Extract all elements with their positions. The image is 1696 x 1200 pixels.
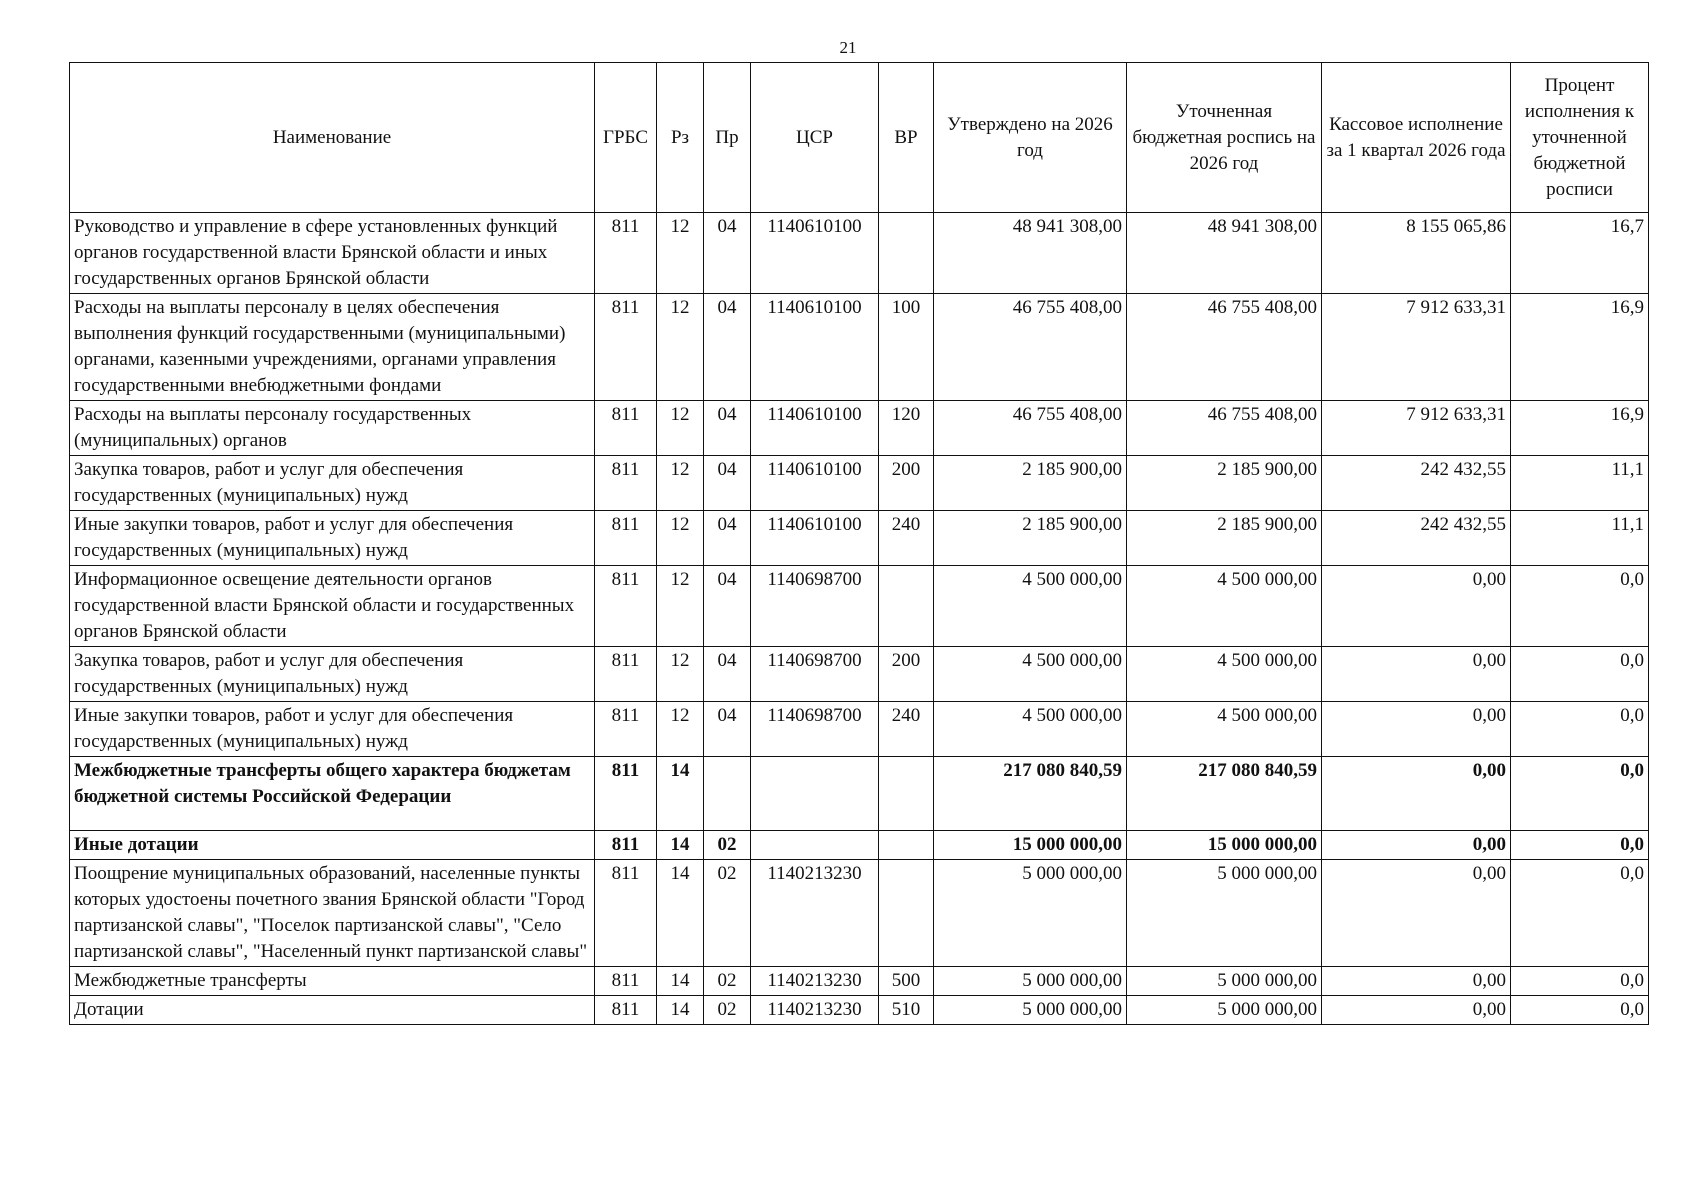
cell-rz: 12 bbox=[657, 702, 704, 757]
cell-grbs: 811 bbox=[595, 647, 657, 702]
cell-refined: 217 080 840,59 bbox=[1127, 757, 1322, 831]
cell-approved: 5 000 000,00 bbox=[934, 996, 1127, 1025]
cell-percent: 11,1 bbox=[1511, 456, 1649, 511]
cell-percent: 0,0 bbox=[1511, 702, 1649, 757]
cell-pr bbox=[704, 757, 751, 831]
cell-pr: 04 bbox=[704, 511, 751, 566]
cell-approved: 217 080 840,59 bbox=[934, 757, 1127, 831]
cell-rz: 12 bbox=[657, 456, 704, 511]
table-row bbox=[70, 294, 1649, 401]
cell-approved: 5 000 000,00 bbox=[934, 860, 1127, 967]
cell-pr: 04 bbox=[704, 702, 751, 757]
cell-refined: 4 500 000,00 bbox=[1127, 647, 1322, 702]
cell-refined: 5 000 000,00 bbox=[1127, 860, 1322, 967]
cell-cash: 7 912 633,31 bbox=[1322, 401, 1511, 456]
cell-rz: 14 bbox=[657, 860, 704, 967]
cell-name: Иные закупки товаров, работ и услуг для обеспечения государственных (муниципальных) нужд bbox=[70, 511, 595, 566]
cell-csr bbox=[751, 831, 879, 860]
cell-grbs: 811 bbox=[595, 294, 657, 401]
cell-vr: 200 bbox=[879, 456, 934, 511]
cell-grbs: 811 bbox=[595, 967, 657, 996]
cell-refined: 4 500 000,00 bbox=[1127, 566, 1322, 647]
cell-refined: 2 185 900,00 bbox=[1127, 456, 1322, 511]
cell-approved: 48 941 308,00 bbox=[934, 213, 1127, 294]
cell-grbs: 811 bbox=[595, 702, 657, 757]
cell-percent: 0,0 bbox=[1511, 647, 1649, 702]
table-row bbox=[70, 702, 1649, 757]
cell-rz: 14 bbox=[657, 967, 704, 996]
cell-name: Информационное освещение деятельности органов государственной власти Брянской области и государственных органов Брянской области bbox=[70, 566, 595, 647]
header-grbs: ГРБС bbox=[595, 63, 657, 213]
cell-approved: 2 185 900,00 bbox=[934, 456, 1127, 511]
header-approved: Утверждено на 2026 год bbox=[934, 63, 1127, 213]
cell-pr: 02 bbox=[704, 967, 751, 996]
table-row bbox=[70, 757, 1649, 831]
cell-cash: 0,00 bbox=[1322, 860, 1511, 967]
table-row bbox=[70, 456, 1649, 511]
cell-name: Расходы на выплаты персоналу в целях обеспечения выполнения функций государственными (муниципальными) органами, казенными учреждениями, органами управления государственными внебюджетными фондами bbox=[70, 294, 595, 401]
header-csr: ЦСР bbox=[751, 63, 879, 213]
cell-pr: 04 bbox=[704, 566, 751, 647]
cell-name: Расходы на выплаты персоналу государственных (муниципальных) органов bbox=[70, 401, 595, 456]
cell-percent: 16,9 bbox=[1511, 294, 1649, 401]
cell-approved: 15 000 000,00 bbox=[934, 831, 1127, 860]
cell-pr: 02 bbox=[704, 860, 751, 967]
cell-vr bbox=[879, 213, 934, 294]
cell-rz: 12 bbox=[657, 511, 704, 566]
cell-csr: 1140610100 bbox=[751, 511, 879, 566]
cell-vr: 120 bbox=[879, 401, 934, 456]
table-row bbox=[70, 860, 1649, 967]
cell-vr: 510 bbox=[879, 996, 934, 1025]
cell-vr: 500 bbox=[879, 967, 934, 996]
cell-vr: 240 bbox=[879, 511, 934, 566]
cell-grbs: 811 bbox=[595, 757, 657, 831]
cell-rz: 14 bbox=[657, 831, 704, 860]
cell-approved: 2 185 900,00 bbox=[934, 511, 1127, 566]
cell-refined: 46 755 408,00 bbox=[1127, 401, 1322, 456]
cell-cash: 242 432,55 bbox=[1322, 456, 1511, 511]
cell-pr: 04 bbox=[704, 213, 751, 294]
cell-approved: 46 755 408,00 bbox=[934, 294, 1127, 401]
cell-grbs: 811 bbox=[595, 511, 657, 566]
cell-approved: 4 500 000,00 bbox=[934, 702, 1127, 757]
budget-table bbox=[69, 62, 1649, 1025]
cell-percent: 0,0 bbox=[1511, 967, 1649, 996]
header-vr: ВР bbox=[879, 63, 934, 213]
cell-cash: 8 155 065,86 bbox=[1322, 213, 1511, 294]
cell-pr: 02 bbox=[704, 831, 751, 860]
cell-refined: 4 500 000,00 bbox=[1127, 702, 1322, 757]
table-row bbox=[70, 213, 1649, 294]
cell-name: Иные закупки товаров, работ и услуг для обеспечения государственных (муниципальных) нужд bbox=[70, 702, 595, 757]
cell-name: Межбюджетные трансферты bbox=[70, 967, 595, 996]
cell-approved: 46 755 408,00 bbox=[934, 401, 1127, 456]
cell-refined: 15 000 000,00 bbox=[1127, 831, 1322, 860]
cell-csr: 1140610100 bbox=[751, 294, 879, 401]
cell-cash: 0,00 bbox=[1322, 757, 1511, 831]
cell-rz: 14 bbox=[657, 996, 704, 1025]
cell-cash: 0,00 bbox=[1322, 831, 1511, 860]
cell-rz: 12 bbox=[657, 401, 704, 456]
cell-approved: 5 000 000,00 bbox=[934, 967, 1127, 996]
cell-grbs: 811 bbox=[595, 213, 657, 294]
table-row bbox=[70, 401, 1649, 456]
cell-name: Руководство и управление в сфере установленных функций органов государственной власти Брянской области и иных государственных органов Брянской области bbox=[70, 213, 595, 294]
cell-name: Межбюджетные трансферты общего характера бюджетам бюджетной системы Российской Федерации bbox=[70, 757, 595, 831]
cell-vr bbox=[879, 860, 934, 967]
cell-csr: 1140610100 bbox=[751, 401, 879, 456]
cell-name: Иные дотации bbox=[70, 831, 595, 860]
table-row bbox=[70, 996, 1649, 1025]
cell-percent: 0,0 bbox=[1511, 996, 1649, 1025]
cell-pr: 04 bbox=[704, 294, 751, 401]
cell-percent: 0,0 bbox=[1511, 860, 1649, 967]
table-row bbox=[70, 566, 1649, 647]
cell-approved: 4 500 000,00 bbox=[934, 566, 1127, 647]
cell-refined: 48 941 308,00 bbox=[1127, 213, 1322, 294]
cell-csr bbox=[751, 757, 879, 831]
cell-csr: 1140698700 bbox=[751, 566, 879, 647]
cell-cash: 0,00 bbox=[1322, 566, 1511, 647]
cell-grbs: 811 bbox=[595, 831, 657, 860]
header-cash: Кассовое исполнение за 1 квартал 2026 года bbox=[1322, 63, 1511, 213]
cell-pr: 02 bbox=[704, 996, 751, 1025]
cell-cash: 0,00 bbox=[1322, 647, 1511, 702]
cell-rz: 12 bbox=[657, 647, 704, 702]
header-percent: Процент исполнения к уточненной бюджетной росписи bbox=[1511, 63, 1649, 213]
cell-refined: 5 000 000,00 bbox=[1127, 967, 1322, 996]
cell-grbs: 811 bbox=[595, 456, 657, 511]
cell-csr: 1140610100 bbox=[751, 213, 879, 294]
cell-rz: 12 bbox=[657, 213, 704, 294]
cell-csr: 1140213230 bbox=[751, 860, 879, 967]
cell-grbs: 811 bbox=[595, 566, 657, 647]
cell-percent: 11,1 bbox=[1511, 511, 1649, 566]
cell-cash: 7 912 633,31 bbox=[1322, 294, 1511, 401]
cell-refined: 2 185 900,00 bbox=[1127, 511, 1322, 566]
cell-refined: 46 755 408,00 bbox=[1127, 294, 1322, 401]
cell-vr bbox=[879, 757, 934, 831]
table-row bbox=[70, 647, 1649, 702]
cell-name: Дотации bbox=[70, 996, 595, 1025]
cell-pr: 04 bbox=[704, 401, 751, 456]
header-name: Наименование bbox=[70, 63, 595, 213]
cell-name: Поощрение муниципальных образований, населенные пункты которых удостоены почетного звания Брянской области "Город партизанской славы", "Поселок партизанской славы", "Село партизанской славы", "Населенный пункт партизанской славы" bbox=[70, 860, 595, 967]
cell-rz: 12 bbox=[657, 566, 704, 647]
cell-percent: 0,0 bbox=[1511, 831, 1649, 860]
page-number: 21 bbox=[839, 38, 857, 57]
cell-csr: 1140610100 bbox=[751, 456, 879, 511]
header-refined: Уточненная бюджетная роспись на 2026 год bbox=[1127, 63, 1322, 213]
cell-cash: 242 432,55 bbox=[1322, 511, 1511, 566]
cell-vr: 200 bbox=[879, 647, 934, 702]
table-row bbox=[70, 511, 1649, 566]
cell-name: Закупка товаров, работ и услуг для обеспечения государственных (муниципальных) нужд bbox=[70, 647, 595, 702]
cell-name: Закупка товаров, работ и услуг для обеспечения государственных (муниципальных) нужд bbox=[70, 456, 595, 511]
cell-csr: 1140213230 bbox=[751, 967, 879, 996]
header-pr: Пр bbox=[704, 63, 751, 213]
cell-vr bbox=[879, 831, 934, 860]
cell-approved: 4 500 000,00 bbox=[934, 647, 1127, 702]
cell-vr: 100 bbox=[879, 294, 934, 401]
table-header-row bbox=[70, 63, 1649, 213]
cell-rz: 14 bbox=[657, 757, 704, 831]
table-row bbox=[70, 831, 1649, 860]
cell-grbs: 811 bbox=[595, 996, 657, 1025]
cell-vr bbox=[879, 566, 934, 647]
header-rz: Рз bbox=[657, 63, 704, 213]
cell-pr: 04 bbox=[704, 647, 751, 702]
cell-cash: 0,00 bbox=[1322, 702, 1511, 757]
cell-percent: 16,9 bbox=[1511, 401, 1649, 456]
cell-cash: 0,00 bbox=[1322, 967, 1511, 996]
cell-csr: 1140698700 bbox=[751, 702, 879, 757]
cell-vr: 240 bbox=[879, 702, 934, 757]
cell-grbs: 811 bbox=[595, 860, 657, 967]
table-row bbox=[70, 967, 1649, 996]
cell-percent: 0,0 bbox=[1511, 757, 1649, 831]
cell-grbs: 811 bbox=[595, 401, 657, 456]
cell-cash: 0,00 bbox=[1322, 996, 1511, 1025]
cell-refined: 5 000 000,00 bbox=[1127, 996, 1322, 1025]
cell-percent: 16,7 bbox=[1511, 213, 1649, 294]
cell-csr: 1140698700 bbox=[751, 647, 879, 702]
cell-percent: 0,0 bbox=[1511, 566, 1649, 647]
cell-rz: 12 bbox=[657, 294, 704, 401]
cell-pr: 04 bbox=[704, 456, 751, 511]
cell-csr: 1140213230 bbox=[751, 996, 879, 1025]
